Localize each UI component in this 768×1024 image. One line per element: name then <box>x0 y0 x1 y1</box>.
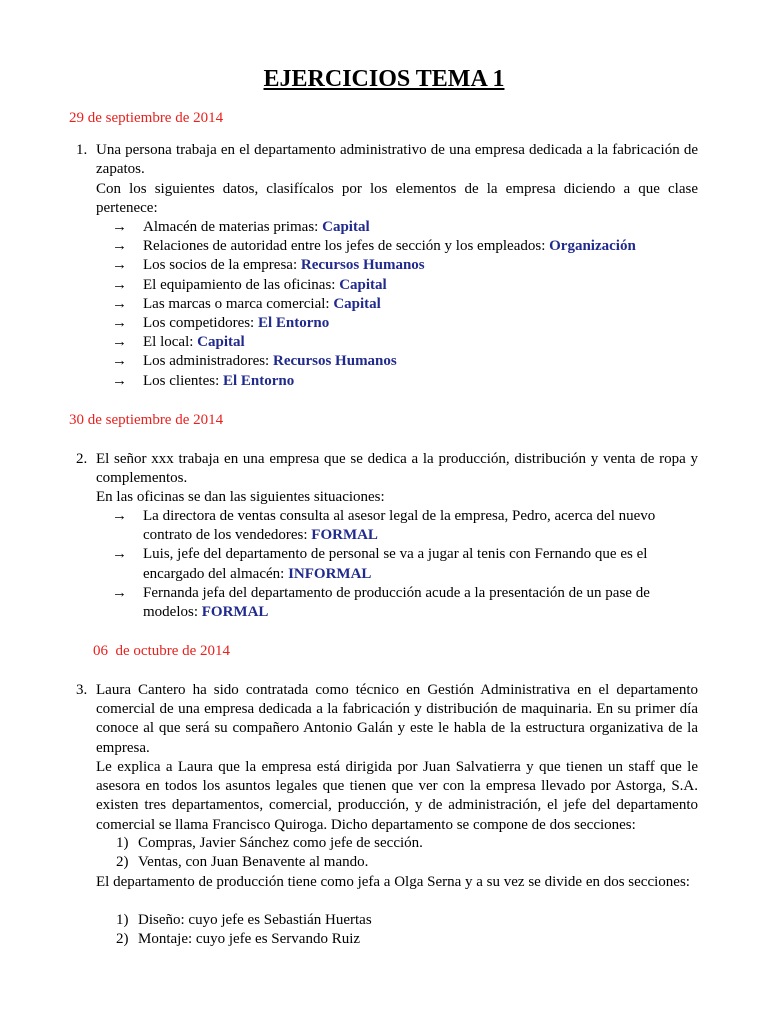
exercise-1-instruction: Con los siguientes datos, clasifícalos por los elementos de la empresa diciendo a que clase pertenece: <box>96 181 698 217</box>
question-text: Las marcas o marca comercial: <box>143 295 334 312</box>
list-number: 1) <box>116 835 129 851</box>
answer-text: Capital <box>197 334 245 351</box>
answer-text: INFORMAL <box>288 565 372 582</box>
answer-text: El Entorno <box>222 372 295 389</box>
question-text: La directora de ventas consulta al asesor legal de la empresa, Pedro, acerca del nuevo contrato de los vendedores: <box>143 508 656 544</box>
arrow-icon: → <box>112 295 127 312</box>
question-text: Los competidores: <box>143 315 258 332</box>
exercise-2-instruction: En las oficinas se dan las siguientes situaciones: <box>96 489 385 505</box>
arrow-icon: → <box>112 334 127 351</box>
answer-text: FORMAL <box>311 527 378 544</box>
list-item <box>112 276 702 295</box>
exercise-2-answer-list <box>112 507 702 622</box>
list-item <box>112 295 702 314</box>
exercise-2-intro: El señor xxx trabaja en una empresa que se dedica a la producción, distribución y venta de ropa y complementos. <box>96 451 698 487</box>
question-text: Los clientes: <box>143 372 223 389</box>
arrow-icon: → <box>112 276 127 293</box>
list-item <box>116 911 372 930</box>
list-item <box>112 218 702 237</box>
exercise-1-answer-list <box>112 218 702 391</box>
exercise-2-number: 2. <box>76 451 88 467</box>
answer-text: Capital <box>339 276 387 293</box>
exercise-3-number: 3. <box>76 682 88 698</box>
question-text: El local: <box>143 334 198 351</box>
exercise-1-number: 1. <box>76 142 88 158</box>
list-item <box>116 853 423 872</box>
arrow-icon: → <box>112 315 127 332</box>
list-item <box>116 834 423 853</box>
exercise-1-intro: Una persona trabaja en el departamento administrativo de una empresa dedicada a la fabricación de zapatos. <box>96 142 698 178</box>
date-2: 30 de septiembre de 2014 <box>69 412 224 428</box>
list-text: Montaje: cuyo jefe es Servando Ruiz <box>138 931 361 948</box>
question-text: El equipamiento de las oficinas: <box>143 276 340 293</box>
list-number: 2) <box>116 854 129 871</box>
list-item <box>112 584 702 622</box>
arrow-icon: → <box>112 353 127 370</box>
exercise-3-production-sections <box>116 911 372 949</box>
list-item <box>112 507 702 545</box>
question-text: Relaciones de autoridad entre los jefes de sección y los empleados: <box>143 238 550 255</box>
date-1: 29 de septiembre de 2014 <box>69 110 224 126</box>
list-item <box>112 352 702 371</box>
question-text: Luis, jefe del departamento de personal se va a jugar al tenis con Fernando que es el encargado del almacén: <box>143 546 648 582</box>
answer-text: Capital <box>322 219 370 235</box>
question-text: Almacén de materias primas: <box>143 219 323 235</box>
list-item <box>112 237 702 256</box>
arrow-icon: → <box>112 584 127 601</box>
list-text: Diseño: cuyo jefe es Sebastián Huertas <box>138 912 372 928</box>
arrow-icon: → <box>112 238 127 255</box>
answer-text: FORMAL <box>201 604 269 621</box>
list-number: 2) <box>116 931 129 948</box>
answer-text: Organización <box>549 238 636 255</box>
arrow-icon: → <box>112 546 127 563</box>
arrow-icon: → <box>112 257 127 274</box>
answer-text: Recursos Humanos <box>272 353 397 370</box>
exercise-3-body-2: El departamento de producción tiene como jefa a Olga Serna y a su vez se divide en dos secciones: <box>96 874 690 890</box>
list-text: Ventas, con Juan Benavente al mando. <box>138 854 369 871</box>
answer-text: Capital <box>333 295 381 312</box>
list-text: Compras, Javier Sánchez como jefe de sección. <box>138 835 423 851</box>
answer-text: Recursos Humanos <box>300 257 425 274</box>
question-text: Los socios de la empresa: <box>143 257 301 274</box>
list-item <box>116 930 372 949</box>
question-text: Los administradores: <box>143 353 273 370</box>
arrow-icon: → <box>112 508 127 524</box>
exercise-3-commercial-sections <box>116 834 423 872</box>
list-item <box>112 545 702 583</box>
question-text: Fernanda jefa del departamento de producción acude a la presentación de un pase de modelos: <box>143 584 650 621</box>
arrow-icon: → <box>112 372 127 389</box>
answer-text: El Entorno <box>257 315 330 332</box>
list-item <box>112 314 702 333</box>
exercise-3-body-1: Le explica a Laura que la empresa está dirigida por Juan Salvatierra y que tienen un staff que le asesora en todos los asuntos legales que tienen que ver con la empresa llevado por Astorga, S.A. existen tres departamentos, comercial, producción, y de administración, el jefe del departamento comercial se llama Francisco Quiroga. Dicho departamento se compone de dos secciones: <box>96 759 698 833</box>
list-item <box>112 256 702 275</box>
exercise-3-intro: Laura Cantero ha sido contratada como técnico en Gestión Administrativa en el departamento comercial de una empresa dedicada a la fabricación y distribución de maquinaria. En su primer día conoce al que será su compañero Antonio Galán y este le habla de la estructura organizativa de la empresa. <box>96 682 698 756</box>
list-number: 1) <box>116 912 129 928</box>
date-3: 06 de octubre de 2014 <box>93 643 231 659</box>
list-item <box>112 333 702 352</box>
arrow-icon: → <box>112 219 127 235</box>
page-title: EJERCICIOS TEMA 1 <box>263 66 505 92</box>
list-item <box>112 372 702 391</box>
